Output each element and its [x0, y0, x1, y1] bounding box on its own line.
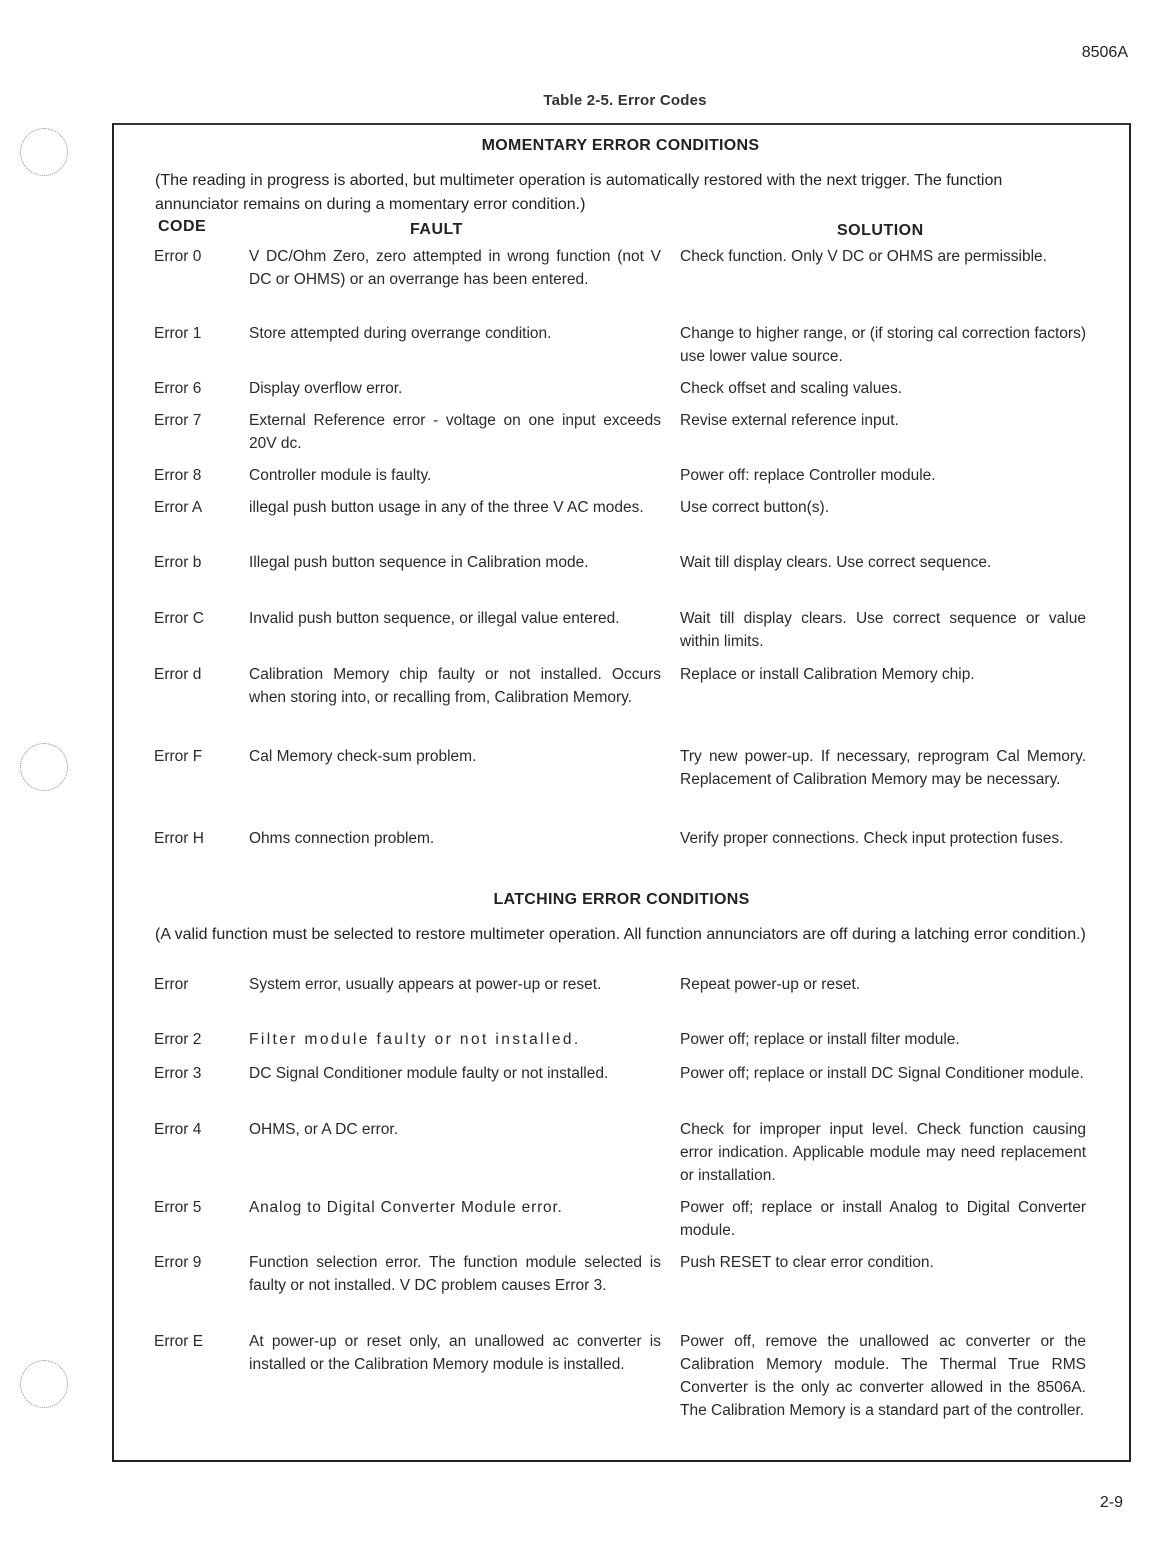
fault-text: Calibration Memory chip faulty or not installed. Occurs when storing into, or recalling from, Calibration Memory.	[249, 666, 661, 706]
solution-text: Check for improper input level. Check function causing error indication. Applicable module may need replacement or installation.	[680, 1121, 1086, 1184]
fault-text: Filter module faulty or not installed.	[249, 1031, 581, 1048]
latching-section-title: LATCHING ERROR CONDITIONS	[493, 891, 750, 908]
error-code: Error C	[154, 610, 204, 627]
solution-text: Power off; replace or install filter module.	[680, 1031, 960, 1048]
solution-text: Wait till display clears. Use correct sequence.	[680, 554, 992, 571]
error-code: Error 7	[154, 412, 202, 429]
fault-text: Display overflow error.	[249, 380, 403, 397]
fault-text: System error, usually appears at power-up or reset.	[249, 976, 602, 993]
error-code: Error 3	[154, 1065, 202, 1082]
page-number: 2-9	[1099, 1494, 1123, 1511]
solution-text: Power off, remove the unallowed ac converter or the Calibration Memory module. The Thermal True RMS Converter is the only ac converter allowed in the 8506A. The Calibration Memory is a standard part of the controller.	[680, 1333, 1086, 1419]
solution-text: Check offset and scaling values.	[680, 380, 903, 397]
fault-text: Ohms connection problem.	[249, 830, 435, 847]
solution-text: Wait till display clears. Use correct sequence or value within limits.	[680, 610, 1086, 650]
column-header-fault: FAULT	[410, 221, 463, 238]
solution-text: Replace or install Calibration Memory chip.	[680, 666, 975, 683]
fault-text: Function selection error. The function module selected is faulty or not installed. V DC problem causes Error 3.	[249, 1254, 661, 1294]
error-code: Error b	[154, 554, 202, 571]
table-title: Table 2-5. Error Codes	[543, 92, 707, 109]
fault-text: At power-up or reset only, an unallowed ac converter is installed or the Calibration Memory module is installed.	[249, 1333, 661, 1373]
solution-text: Try new power-up. If necessary, reprogram Cal Memory. Replacement of Calibration Memory may be necessary.	[680, 748, 1086, 788]
solution-text: Power off; replace or install Analog to Digital Converter module.	[680, 1199, 1086, 1239]
fault-text: External Reference error - voltage on one input exceeds 20V dc.	[249, 412, 661, 452]
solution-text: Change to higher range, or (if storing cal correction factors) use lower value source.	[680, 325, 1086, 365]
fault-text: OHMS, or A DC error.	[249, 1121, 399, 1138]
latching-intro: (A valid function must be selected to restore multimeter operation. All function annunciators are off during a latching error condition.)	[155, 926, 1086, 943]
column-header-code: CODE	[158, 218, 207, 235]
error-code: Error 8	[154, 467, 202, 484]
error-code: Error F	[154, 748, 203, 765]
punch-hole-middle	[20, 743, 68, 791]
error-code: Error E	[154, 1333, 204, 1350]
solution-text: Push RESET to clear error condition.	[680, 1254, 934, 1271]
solution-text: Power off: replace Controller module.	[680, 467, 936, 484]
error-code: Error 1	[154, 325, 202, 342]
fault-text: Illegal push button sequence in Calibration mode.	[249, 554, 589, 571]
error-code: Error 2	[154, 1031, 202, 1048]
solution-text: Revise external reference input.	[680, 412, 899, 429]
error-code: Error 0	[154, 248, 202, 265]
column-header-solution: SOLUTION	[837, 222, 924, 239]
error-code: Error 9	[154, 1254, 202, 1271]
solution-text: Use correct button(s).	[680, 499, 830, 516]
fault-text: V DC/Ohm Zero, zero attempted in wrong function (not V DC or OHMS) or an overrange has been entered.	[249, 248, 661, 288]
solution-text: Check function. Only V DC or OHMS are permissible.	[680, 248, 1047, 265]
fault-text: Store attempted during overrange condition.	[249, 325, 552, 342]
error-code: Error d	[154, 666, 202, 683]
fault-text: Cal Memory check-sum problem.	[249, 748, 477, 765]
momentary-intro: (The reading in progress is aborted, but multimeter operation is automatically restored with the next trigger. The function annunciator remains on during a momentary error condition.)	[155, 172, 1003, 213]
error-code: Error H	[154, 830, 204, 847]
fault-text: Controller module is faulty.	[249, 467, 432, 484]
fault-text: illegal push button usage in any of the three V AC modes.	[249, 499, 644, 516]
error-code: Error 6	[154, 380, 202, 397]
error-code: Error A	[154, 499, 203, 516]
punch-hole-bottom	[20, 1360, 68, 1408]
error-code: Error	[154, 976, 189, 993]
solution-text: Verify proper connections. Check input protection fuses.	[680, 830, 1064, 847]
model-number: 8506A	[1081, 44, 1128, 61]
error-code: Error 4	[154, 1121, 202, 1138]
fault-text: Invalid push button sequence, or illegal value entered.	[249, 610, 620, 627]
solution-text: Power off; replace or install DC Signal Conditioner module.	[680, 1065, 1084, 1082]
fault-text: Analog to Digital Converter Module error.	[249, 1199, 563, 1216]
momentary-section-title: MOMENTARY ERROR CONDITIONS	[481, 137, 760, 154]
solution-text: Repeat power-up or reset.	[680, 976, 861, 993]
error-code: Error 5	[154, 1199, 202, 1216]
punch-hole-top	[20, 128, 68, 176]
error-codes-table	[112, 123, 1131, 1462]
fault-text: DC Signal Conditioner module faulty or not installed.	[249, 1065, 609, 1082]
